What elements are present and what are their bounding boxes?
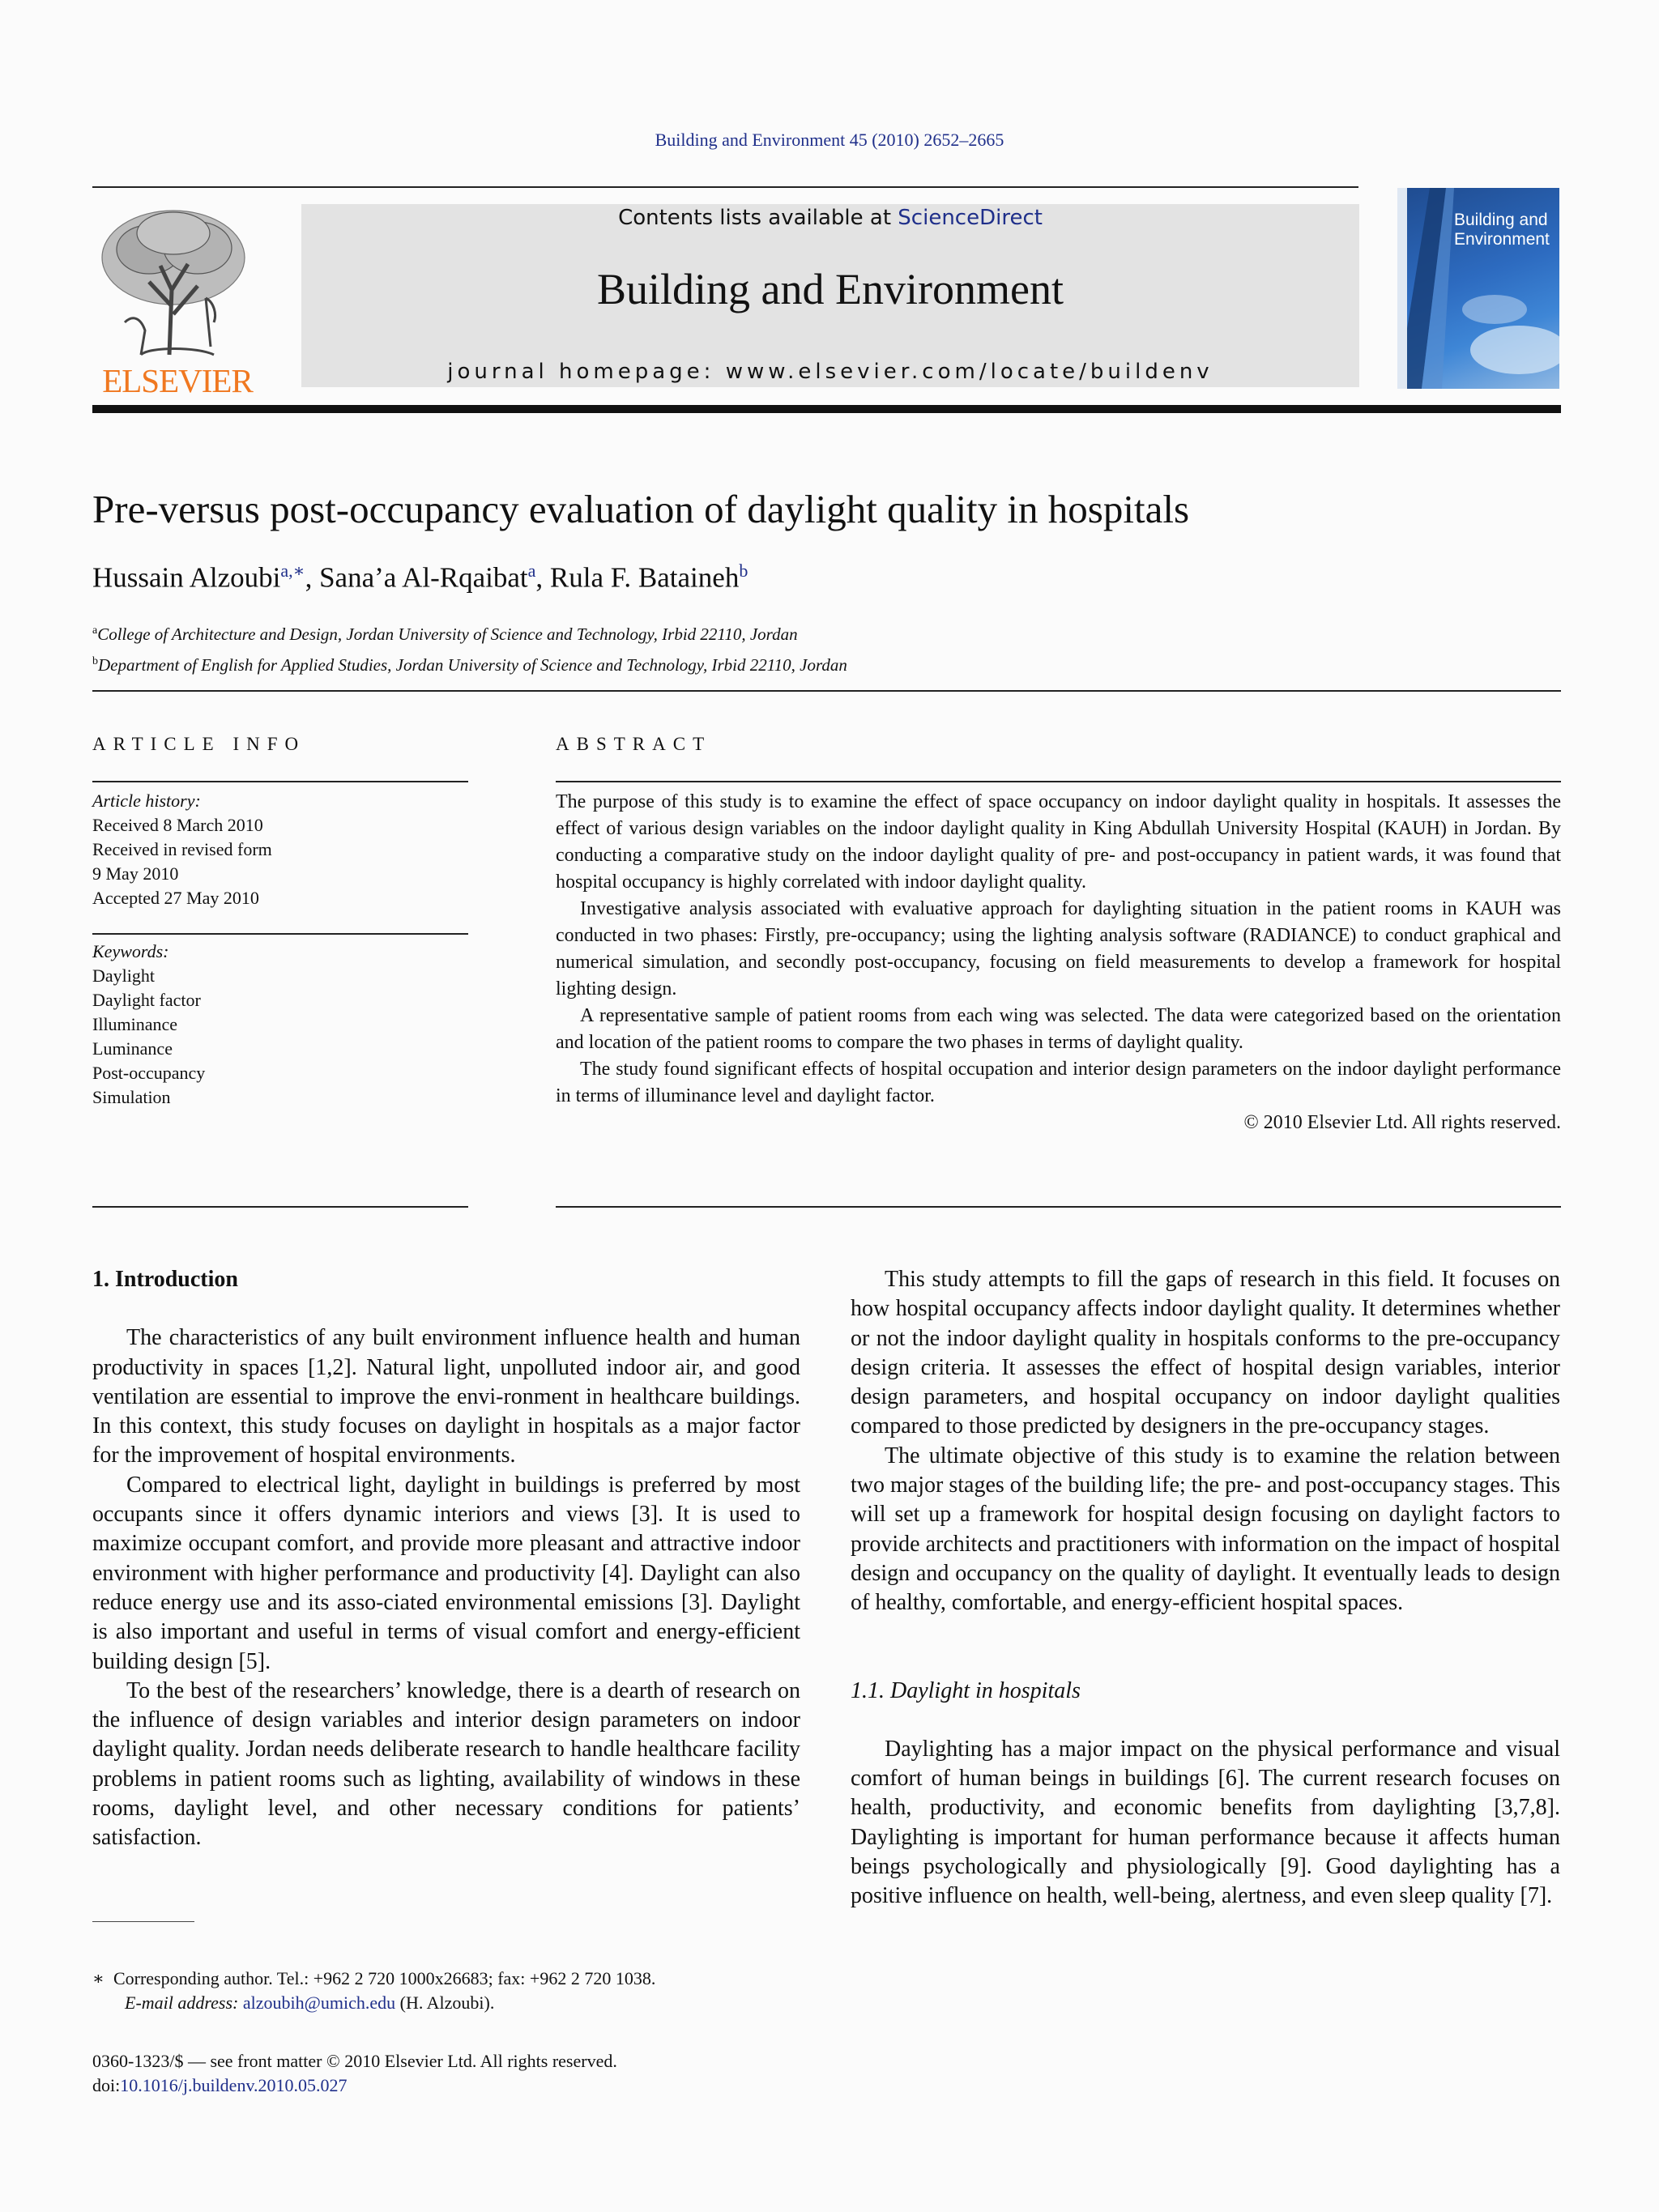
author-name: Sana’a Al-Rqaibat	[319, 561, 528, 594]
article-info-bottom-rule	[92, 1206, 468, 1208]
keyword: Simulation	[92, 1087, 171, 1107]
contents-prefix: Contents lists available at	[618, 206, 898, 230]
issn-line: 0360-1323/$ — see front matter © 2010 Elsevier Ltd. All rights reserved.	[92, 2051, 617, 2071]
journal-name: Building and Environment	[597, 265, 1064, 313]
keyword: Post-occupancy	[92, 1063, 206, 1083]
affiliation-text: College of Architecture and Design, Jordan University of Science and Technology, Irbid 22110, Jordan	[97, 624, 798, 644]
sciencedirect-link[interactable]: ScienceDirect	[898, 206, 1043, 230]
body-paragraph: To the best of the researchers’ knowledge, there is a dearth of research on the influence of design variables and interior design parameters on indoor daylight quality. Jordan needs deliberate research to handle healthcare facility problems in patient rooms such as lighting, availability of windows in these rooms, daylight level, and other necessary conditions for patients’ satisfaction.	[92, 1677, 800, 1851]
author-affil-marker[interactable]: a,∗	[280, 560, 305, 581]
affiliation-rule	[92, 690, 1561, 692]
journal-cover-image	[1397, 188, 1559, 389]
keywords-list	[92, 940, 205, 1110]
author-name: Hussain Alzoubi	[92, 561, 281, 594]
abstract-paragraph: The study found significant effects of hospital occupation and interior design parameters on the indoor daylight performance in terms of illuminance level and daylight factor.	[556, 1059, 1561, 1106]
affiliation-b	[92, 648, 847, 679]
footnote-rule	[92, 1921, 194, 1922]
history-line: Received in revised form	[92, 839, 272, 859]
history-label: Article history:	[92, 791, 201, 811]
affiliation-a	[92, 617, 847, 648]
cover-title: Building and Environment	[1454, 211, 1550, 249]
body-paragraph: This study attempts to fill the gaps of research in this field. It focuses on how hospital occupancy affects indoor daylight quality. It determines whether or not the indoor daylight quality in hospitals conforms to the pre-occupancy design criteria. It assesses the effect of hospital design variables, interior design parameters, and hospital occupancy on indoor daylight qualities compared to those predicted by designers in the pre-occupancy stages.	[851, 1267, 1560, 1439]
doi-prefix: doi:	[92, 2075, 121, 2095]
abstract-paragraph: The purpose of this study is to examine the effect of space occupancy on indoor daylight quality in hospitals. It assesses the effect of various design variables on the indoor daylight quality in King Abdullah University Hospital (KAUH) in Jordan. By conducting a comparative study on the indoor daylight quality of pre- and post-occupancy in patient wards, it was found that hospital occupancy is highly correlated with indoor daylight quality.	[556, 791, 1561, 893]
affiliation-marker: a	[92, 624, 98, 637]
subsection-heading: 1.1. Daylight in hospitals	[851, 1677, 1081, 1703]
header-thick-rule	[92, 405, 1561, 413]
email-link[interactable]: alzoubih@umich.edu	[242, 1993, 396, 2013]
email-label: E-mail address:	[125, 1993, 243, 2013]
abstract-paragraph: Investigative analysis associated with evaluative approach for daylighting situation in the patient rooms in KAUH was conducted in two phases: Firstly, pre-occupancy; using the lighting analysis software (RADIANCE) to conduct graphical and numerical simulation, and secondly post-occupancy, focusing on field measurements to develop a framework for hospital lighting design.	[556, 898, 1561, 999]
doi-link[interactable]: 10.1016/j.buildenv.2010.05.027	[120, 2075, 348, 2095]
journal-homepage[interactable]: journal homepage: www.elsevier.com/locate/buildenv	[447, 360, 1213, 384]
email-suffix: (H. Alzoubi).	[395, 1993, 495, 2013]
abstract-body	[556, 789, 1561, 1136]
keyword: Illuminance	[92, 1014, 178, 1034]
abstract-heading: ABSTRACT	[556, 734, 712, 754]
body-paragraph: Compared to electrical light, daylight in buildings is preferred by most occupants since it offers dynamic interiors and views [3]. It is used to maximize occupant comfort, and provide more pleasant and attractive indoor environment with higher performance and productivity [4]. Daylight can also reduce energy use and its asso-ciated environmental emissions [3]. Daylight is also important and useful in terms of visual comfort and energy-efficient building design [5].	[92, 1472, 800, 1674]
author-separator: ,	[535, 561, 550, 594]
header-rule	[92, 186, 1358, 188]
corresponding-author-footnote	[92, 1967, 655, 2015]
affiliation-marker: b	[92, 655, 98, 667]
history-line: Received 8 March 2010	[92, 815, 263, 835]
body-right-column	[851, 1265, 1560, 1912]
history-line: 9 May 2010	[92, 863, 179, 884]
footnote-contact: Corresponding author. Tel.: +962 2 720 1000x26683; fax: +962 2 720 1038.	[113, 1968, 656, 1988]
abstract-bottom-rule	[556, 1206, 1561, 1208]
author-list	[92, 560, 748, 595]
abstract-copyright: © 2010 Elsevier Ltd. All rights reserved.	[1243, 1112, 1561, 1133]
footnote-marker: ∗	[92, 1968, 104, 1988]
keywords-rule	[92, 933, 468, 935]
history-line: Accepted 27 May 2010	[92, 888, 259, 908]
article-info-heading: ARTICLE INFO	[92, 734, 306, 754]
keyword: Luminance	[92, 1038, 173, 1059]
article-history	[92, 789, 272, 910]
affiliations	[92, 617, 847, 679]
body-paragraph: The characteristics of any built environment influence health and human productivity in spaces [1,2]. Natural light, unpolluted indoor air, and good ventilation are essential to improve the envi-ronment in healthcare buildings. In this context, this study focuses on daylight in hospitals as a major factor for the improvement of hospital environments.	[92, 1325, 800, 1468]
body-paragraph: The ultimate objective of this study is to examine the relation between two major stages of the building life; the pre- and post-occupancy stages. This will set up a framework for hospital design focusing on daylight factors to provide architects and practitioners with information on the impact of hospital design and occupancy on the quality of daylight. It eventually leads to design of healthy, comfortable, and energy-efficient hospital spaces.	[851, 1443, 1560, 1616]
body-paragraph: Daylighting has a major impact on the physical performance and visual comfort of human beings in buildings [6]. The current research focuses on health, productivity, and economic benefits from daylighting [3,7,8]. Daylighting is important for human performance because it affects human beings psychologically and physiologically [9]. Good daylighting has a positive influence on health, well-being, alertness, and even sleep quality [7].	[851, 1736, 1560, 1909]
contents-line	[301, 206, 1359, 230]
keyword: Daylight	[92, 965, 155, 986]
author-separator: ,	[305, 561, 320, 594]
section-heading: 1. Introduction	[92, 1267, 238, 1292]
keywords-label: Keywords:	[92, 941, 169, 961]
author-name: Rula F. Bataineh	[549, 561, 740, 594]
issn-block	[92, 2049, 617, 2098]
article-info-rule	[92, 781, 468, 782]
author-affil-marker[interactable]: a	[527, 560, 536, 581]
keyword: Daylight factor	[92, 990, 201, 1010]
journal-banner	[301, 204, 1359, 387]
abstract-paragraph: A representative sample of patient rooms from each wing was selected. The data were categorized based on the orientation and location of the patient rooms to compare the two phases in terms of daylight quality.	[556, 1005, 1561, 1053]
elsevier-wordmark: ELSEVIER	[102, 362, 253, 399]
abstract-rule	[556, 781, 1561, 782]
affiliation-text: Department of English for Applied Studies, Jordan University of Science and Technology, Irbid 22110, Jordan	[98, 655, 847, 675]
article-title: Pre-versus post-occupancy evaluation of daylight quality in hospitals	[92, 487, 1190, 531]
author-affil-marker[interactable]: b	[739, 560, 748, 581]
journal-citation[interactable]: Building and Environment 45 (2010) 2652–2665	[655, 130, 1004, 150]
body-left-column	[92, 1265, 800, 1853]
